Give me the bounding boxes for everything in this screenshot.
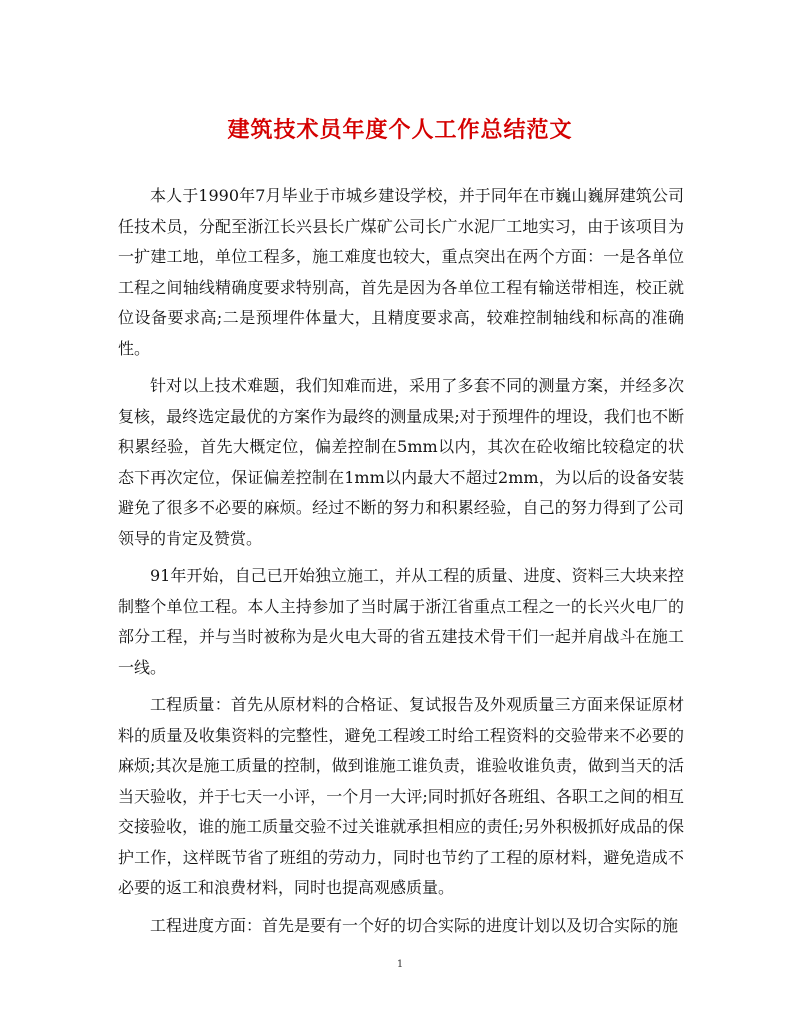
document-title: 建筑技术员年度个人工作总结范文 — [227, 117, 573, 143]
document-body — [118, 181, 684, 948]
paragraph-5: 工程进度方面：首先是要有一个好的切合实际的进度计划以及切合实际的施 — [150, 915, 679, 935]
paragraph-2: 针对以上技术难题，我们知难而进，采用了多套不同的测量方案，并经多次复核，最终选定最优的方案作为最终的测量成果;对于预埋件的埋设，我们也不断积累经验，首先大概定位，偏差控制在5mm以内，其次在砼收缩比较稳定的状态下再次定位，保证偏差控制在1mm以内最大不超过2mm，为以后的设备安装避免了很多不必要的麻烦。经过不断的努力和积累经验，自己的努力得到了公司领导的肯定及赞赏。 — [118, 376, 684, 548]
page-number: 1 — [396, 959, 404, 970]
paragraph-4: 工程质量：首先从原材料的合格证、复试报告及外观质量三方面来保证原材料的质量及收集资料的完整性，避免工程竣工时给工程资料的交验带来不必要的麻烦;其次是施工质量的控制，做到谁施工谁负责，谁验收谁负责，做到当天的活当天验收，并于七天一小评，一个月一大评;同时抓好各班组、各职工之间的相互交接验收，谁的施工质量交验不过关谁就承担相应的责任;另外积极抓好成品的保护工作，这样既节省了班组的劳动力，同时也节约了工程的原材料，避免造成不必要的返工和浪费材料，同时也提高观感质量。 — [118, 695, 684, 897]
paragraph-3: 91年开始，自己已开始独立施工，并从工程的质量、进度、资料三大块来控制整个单位工程。本人主持参加了当时属于浙江省重点工程之一的长兴火电厂的部分工程，并与当时被称为是火电大哥的省五建技术骨干们一起并肩战斗在施工一线。 — [118, 566, 684, 677]
paragraph-1: 本人于1990年7月毕业于市城乡建设学校，并于同年在市巍山巍屏建筑公司任技术员，分配至浙江长兴县长广煤矿公司长广水泥厂工地实习，由于该项目为一扩建工地，单位工程多，施工难度也较大，重点突出在两个方面：一是各单位工程之间轴线精确度要求特别高，首先是因为各单位工程有输送带相连，校正就位设备要求高;二是预埋件体量大，且精度要求高，较难控制轴线和标高的准确性。 — [118, 186, 684, 358]
